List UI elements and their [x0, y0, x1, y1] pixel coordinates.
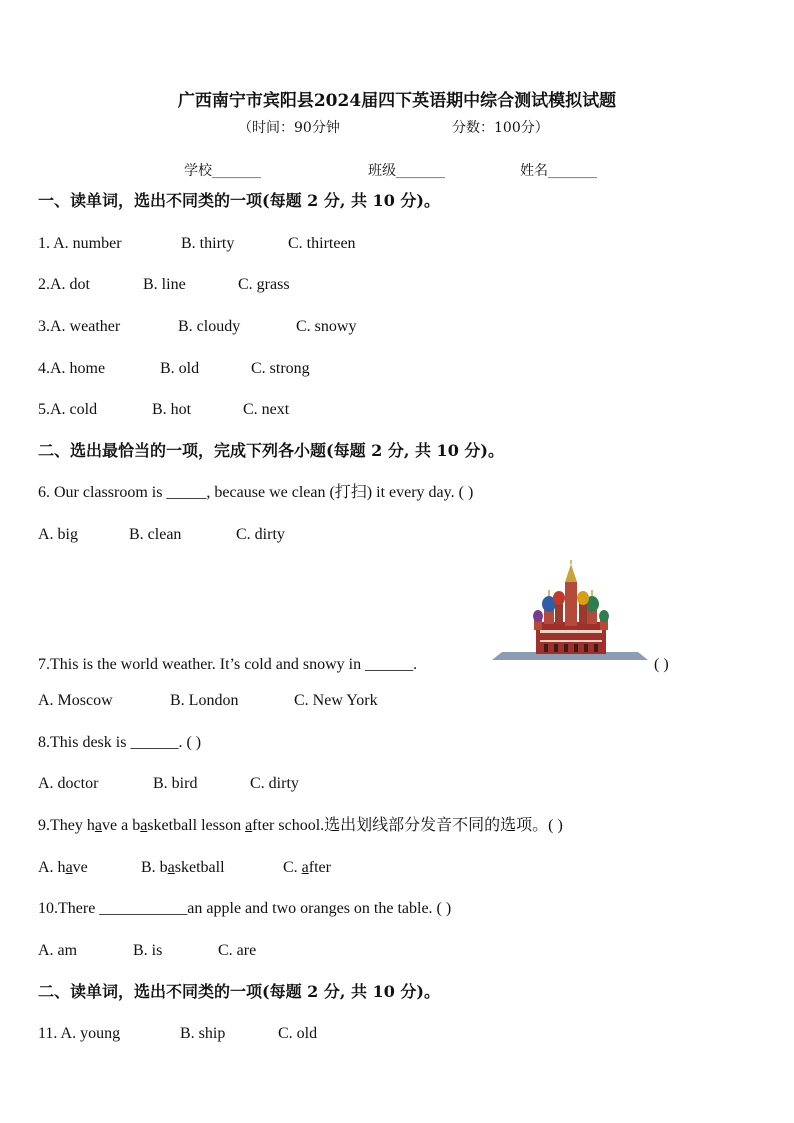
name-field: 姓名_______ — [520, 163, 597, 179]
q9-option-c: C. after — [283, 859, 331, 876]
q7-option-a: A. Moscow — [38, 692, 113, 709]
section-2-heading: 二、选出最恰当的一项，完成下列各小题(每题 2 分, 共 10 分)。 — [38, 441, 504, 460]
q10-option-c: C. are — [218, 942, 257, 959]
class-field: 班级_______ — [368, 163, 445, 179]
exam-score: 分数：100分） — [452, 120, 549, 136]
q11-option-a: 11. A. young — [38, 1025, 121, 1042]
q8-option-b: B. bird — [153, 775, 198, 792]
q4-option-c: C. strong — [251, 360, 310, 377]
q11-option-b: B. ship — [180, 1025, 226, 1042]
q7-stem: 7.This is the world weather. It’s cold and snowy in ______. — [38, 656, 418, 673]
q10-stem: 10.There ___________an apple and two oranges on the table. ( ) — [38, 900, 452, 917]
section-1-heading: 一、读单词，选出不同类的一项(每题 2 分, 共 10 分)。 — [38, 191, 440, 210]
q1-option-a: 1. A. number — [38, 235, 122, 252]
q2-option-a: 2.A. dot — [38, 276, 90, 293]
q8-option-a: A. doctor — [38, 775, 99, 792]
q11-option-c: C. old — [278, 1025, 318, 1042]
q10-option-a: A. am — [38, 942, 78, 959]
q9-option-a: A. have — [38, 859, 88, 876]
q5-option-a: 5.A. cold — [38, 401, 98, 418]
q2-option-c: C. grass — [238, 276, 290, 293]
q9-option-b: B. basketball — [141, 859, 225, 876]
q7-option-c: C. New York — [294, 692, 378, 709]
q5-option-c: C. next — [243, 401, 290, 418]
moscow-cathedral-image — [492, 560, 648, 664]
q3-option-c: C. snowy — [296, 318, 357, 335]
q5-option-b: B. hot — [152, 401, 192, 418]
q7-option-b: B. London — [170, 692, 239, 709]
q6-option-c: C. dirty — [236, 526, 285, 543]
q3-option-b: B. cloudy — [178, 318, 241, 335]
exam-time: （时间：90分钟 — [238, 120, 340, 136]
q10-option-b: B. is — [133, 942, 163, 959]
q2-option-b: B. line — [143, 276, 186, 293]
q1-option-c: C. thirteen — [288, 235, 356, 252]
school-field: 学校_______ — [184, 163, 261, 179]
q4-option-a: 4.A. home — [38, 360, 106, 377]
section-3-heading: 二、读单词，选出不同类的一项(每题 2 分, 共 10 分)。 — [38, 982, 440, 1001]
q7-answer-paren: ( ) — [654, 656, 669, 673]
page-title: 广西南宁市宾阳县2024届四下英语期中综合测试模拟试题 — [177, 91, 617, 111]
q6-stem: 6. Our classroom is _____, because we clean (打扫) it every day. ( ) — [38, 484, 474, 501]
q1-option-b: B. thirty — [181, 235, 235, 252]
q6-option-b: B. clean — [129, 526, 182, 543]
q8-option-c: C. dirty — [250, 775, 299, 792]
q8-stem: 8.This desk is ______. ( ) — [38, 734, 202, 751]
q9-stem: 9.They have a basketball lesson after school.选出划线部分发音不同的选项。( ) — [38, 817, 563, 834]
q6-option-a: A. big — [38, 526, 78, 543]
q3-option-a: 3.A. weather — [38, 318, 121, 335]
central-tower — [565, 582, 577, 626]
q4-option-b: B. old — [160, 360, 200, 377]
